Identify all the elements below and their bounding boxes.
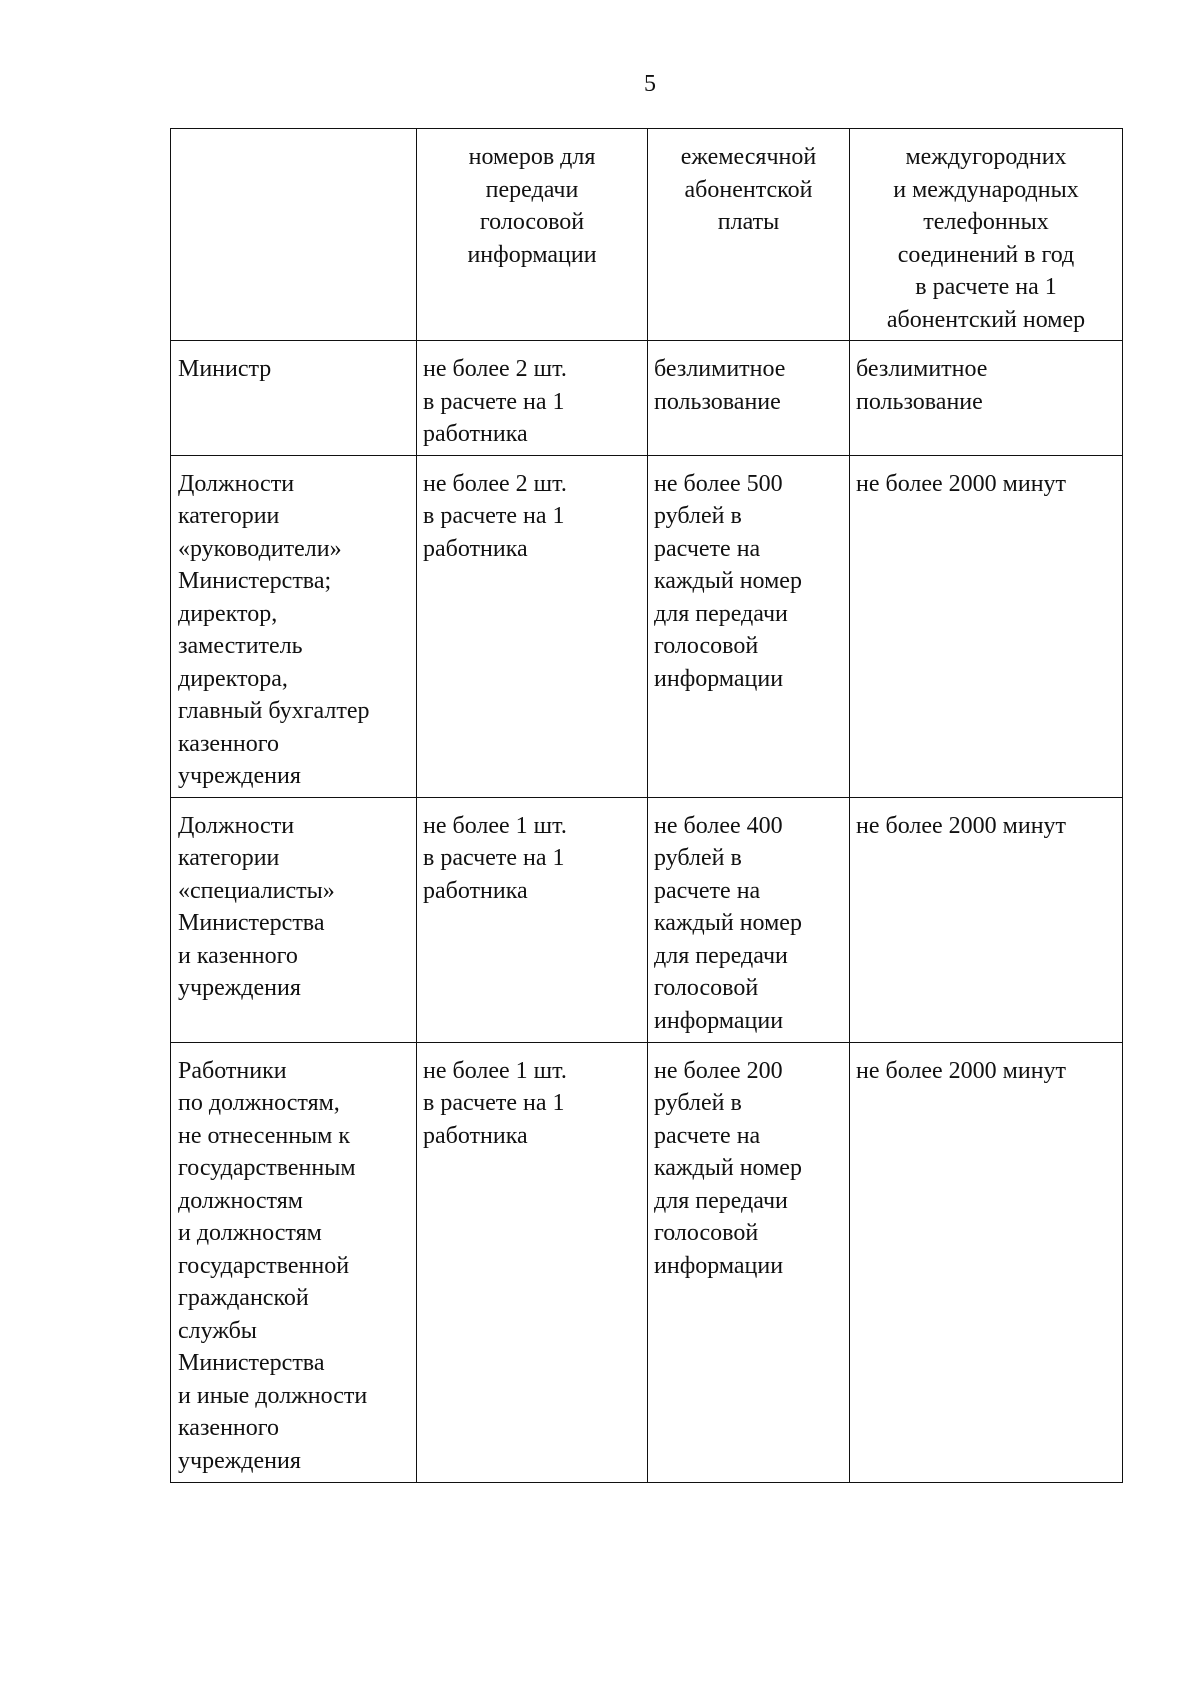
- cell-count: не более 1 шт. в расчете на 1 работника: [417, 1042, 648, 1482]
- cell-count: не более 2 шт. в расчете на 1 работника: [417, 455, 648, 797]
- table-row: [171, 1042, 1123, 1482]
- header-cell-role: [171, 129, 417, 341]
- cell-role: Министр: [171, 341, 417, 456]
- header-cell-minutes: междугородних и международных телефонных соединений в год в расчете на 1 абонентский номер: [850, 129, 1123, 341]
- cell-minutes: не более 2000 минут: [850, 455, 1123, 797]
- table-header-row: [171, 129, 1123, 341]
- table-row: [171, 455, 1123, 797]
- cell-fee: не более 200 рублей в расчете на каждый номер для передачи голосовой информации: [648, 1042, 850, 1482]
- cell-fee: не более 500 рублей в расчете на каждый номер для передачи голосовой информации: [648, 455, 850, 797]
- table-row: [171, 341, 1123, 456]
- cell-minutes: безлимитное пользование: [850, 341, 1123, 456]
- page-number: 5: [644, 71, 656, 97]
- header-cell-count: номеров для передачи голосовой информации: [417, 129, 648, 341]
- cell-count: не более 2 шт. в расчете на 1 работника: [417, 341, 648, 456]
- norms-table: [170, 128, 1123, 1483]
- table-row: [171, 797, 1123, 1042]
- cell-fee: не более 400 рублей в расчете на каждый номер для передачи голосовой информации: [648, 797, 850, 1042]
- cell-fee: безлимитное пользование: [648, 341, 850, 456]
- cell-role: Должности категории «специалисты» Министерства и казенного учреждения: [171, 797, 417, 1042]
- cell-role: Работники по должностям, не отнесенным к государственным должностям и должностям государственной гражданской службы Министерства и иные должности казенного учреждения: [171, 1042, 417, 1482]
- cell-minutes: не более 2000 минут: [850, 797, 1123, 1042]
- cell-role: Должности категории «руководители» Министерства; директор, заместитель директора, главный бухгалтер казенного учреждения: [171, 455, 417, 797]
- header-cell-fee: ежемесячной абонентской платы: [648, 129, 850, 341]
- cell-count: не более 1 шт. в расчете на 1 работника: [417, 797, 648, 1042]
- cell-minutes: не более 2000 минут: [850, 1042, 1123, 1482]
